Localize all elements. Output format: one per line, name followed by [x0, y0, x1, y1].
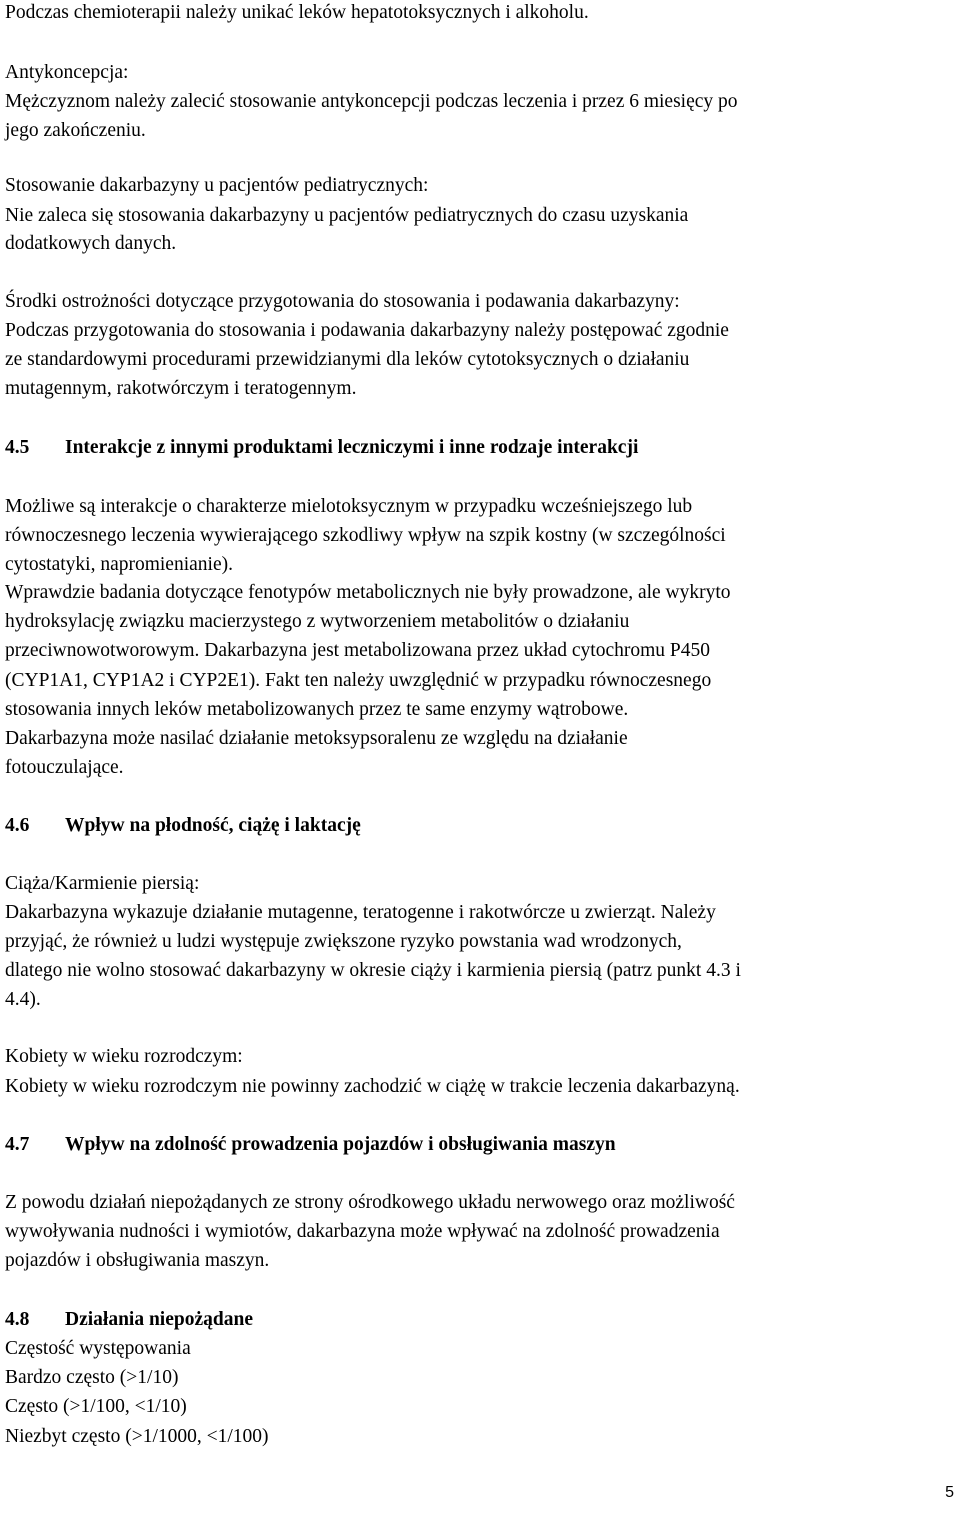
text-line: Antykoncepcja: — [5, 62, 129, 83]
text-line: cytostatyki, napromienianie). — [5, 554, 233, 575]
text-line: stosowania innych leków metabolizowanych przez te same enzymy wątrobowe. — [5, 699, 629, 720]
text-line: fotouczulające. — [5, 757, 124, 778]
section-heading-4-8 — [5, 1309, 253, 1331]
text-line: wywoływania nudności i wymiotów, dakarbazyna może wpływać na zdolność prowadzenia — [5, 1221, 720, 1242]
text-line: Ciąża/Karmienie piersią: — [5, 873, 200, 894]
text-line: Częstość występowania — [5, 1338, 191, 1359]
text-line: przeciwnowotworowym. Dakarbazyna jest metabolizowana przez układ cytochromu P450 — [5, 640, 711, 661]
text-line: Stosowanie dakarbazyny u pacjentów pediatrycznych: — [5, 175, 429, 196]
text-line: ze standardowymi procedurami przewidzianymi dla leków cytotoksycznych o działaniu — [5, 349, 690, 370]
text-line: mutagennym, rakotwórczym i teratogennym. — [5, 378, 357, 399]
section-heading-4-7 — [5, 1134, 616, 1156]
text-line: Z powodu działań niepożądanych ze strony ośrodkowego układu nerwowego oraz możliwość — [5, 1192, 735, 1213]
text-line: Możliwe są interakcje o charakterze mielotoksycznym w przypadku wcześniejszego lub — [5, 496, 693, 517]
text-line: hydroksylację związku macierzystego z wytworzeniem metabolitów o działaniu — [5, 611, 630, 632]
text-line: Kobiety w wieku rozrodczym: — [5, 1046, 243, 1067]
text-line: (CYP1A1, CYP1A2 i CYP2E1). Fakt ten należy uwzględnić w przypadku równoczesnego — [5, 670, 712, 691]
section-title: Wpływ na płodność, ciążę i laktację — [65, 815, 361, 836]
text-line: Dakarbazyna może nasilać działanie metoksypsoralenu ze względu na działanie — [5, 728, 628, 749]
section-title: Wpływ na zdolność prowadzenia pojazdów i obsługiwania maszyn — [65, 1134, 616, 1155]
text-line: Wprawdzie badania dotyczące fenotypów metabolicznych nie były prowadzone, ale wykryto — [5, 582, 731, 603]
text-line: równoczesnego leczenia wywierającego szkodliwy wpływ na szpik kostny (w szczególności — [5, 525, 726, 546]
text-line: 4.4). — [5, 989, 41, 1010]
section-title: Interakcje z innymi produktami leczniczymi i inne rodzaje interakcji — [65, 437, 639, 458]
page-number: 5 — [945, 1484, 954, 1501]
text-line: jego zakończeniu. — [5, 120, 146, 141]
text-line: dodatkowych danych. — [5, 233, 177, 254]
text-line: Niezbyt często (>1/1000, <1/100) — [5, 1426, 269, 1447]
text-line: Środki ostrożności dotyczące przygotowania do stosowania i podawania dakarbazyny: — [5, 291, 680, 312]
section-number: 4.6 — [5, 815, 30, 836]
section-heading-4-5 — [5, 437, 638, 459]
text-line: Mężczyznom należy zalecić stosowanie antykoncepcji podczas leczenia i przez 6 miesięcy po — [5, 91, 738, 112]
text-line: Dakarbazyna wykazuje działanie mutagenne, teratogenne i rakotwórcze u zwierząt. Należy — [5, 902, 716, 923]
section-number: 4.5 — [5, 437, 30, 458]
text-line: Kobiety w wieku rozrodczym nie powinny zachodzić w ciążę w trakcie leczenia dakarbazyną. — [5, 1076, 740, 1097]
section-number: 4.8 — [5, 1309, 30, 1330]
text-line: Podczas przygotowania do stosowania i podawania dakarbazyny należy postępować zgodnie — [5, 320, 729, 341]
text-line: Bardzo często (>1/10) — [5, 1367, 179, 1388]
text-line: przyjąć, że również u ludzi występuje zwiększone ryzyko powstania wad wrodzonych, — [5, 931, 682, 952]
text-line: Nie zaleca się stosowania dakarbazyny u pacjentów pediatrycznych do czasu uzyskania — [5, 205, 689, 226]
section-number: 4.7 — [5, 1134, 30, 1155]
text-line: dlatego nie wolno stosować dakarbazyny w okresie ciąży i karmienia piersią (patrz punkt 4.3 i — [5, 960, 741, 981]
text-line: Podczas chemioterapii należy unikać leków hepatotoksycznych i alkoholu. — [5, 2, 589, 23]
text-line: pojazdów i obsługiwania maszyn. — [5, 1250, 270, 1271]
section-title: Działania niepożądane — [65, 1309, 253, 1330]
text-line: Często (>1/100, <1/10) — [5, 1396, 187, 1417]
section-heading-4-6 — [5, 815, 361, 837]
